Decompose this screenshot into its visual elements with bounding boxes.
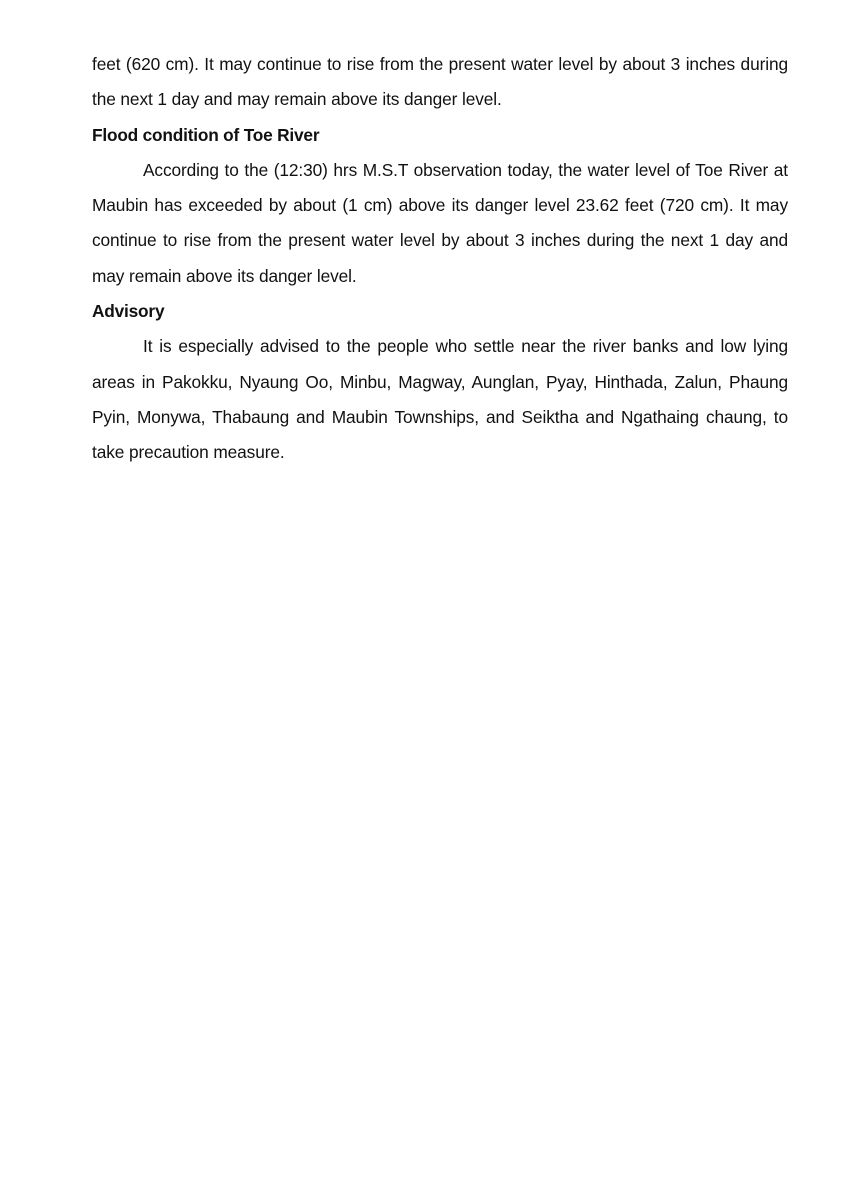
toe-river-paragraph: According to the (12:30) hrs M.S.T observation today, the water level of Toe River at Maubin has exceeded by about (1 cm) above its danger level 23.62 feet (720 cm). It may continue to rise from the present water level by about 3 inches during the next 1 day and may remain above its danger level. <box>92 159 788 286</box>
intro-paragraph: feet (620 cm). It may continue to rise from the present water level by about 3 inches during the next 1 day and may remain above its danger level. <box>92 54 788 110</box>
advisory-paragraph: It is especially advised to the people who settle near the river banks and low lying areas in Pakokku, Nyaung Oo, Minbu, Magway, Aunglan, Pyay, Hinthada, Zalun, Phaung Pyin, Monywa, Thabaung and Maubin Townships, and Seiktha and Ngathaing chaung, to take precaution measure. <box>92 336 788 463</box>
document-page <box>92 47 788 471</box>
advisory-heading: Advisory <box>92 301 165 322</box>
toe-river-heading: Flood condition of Toe River <box>92 124 320 145</box>
